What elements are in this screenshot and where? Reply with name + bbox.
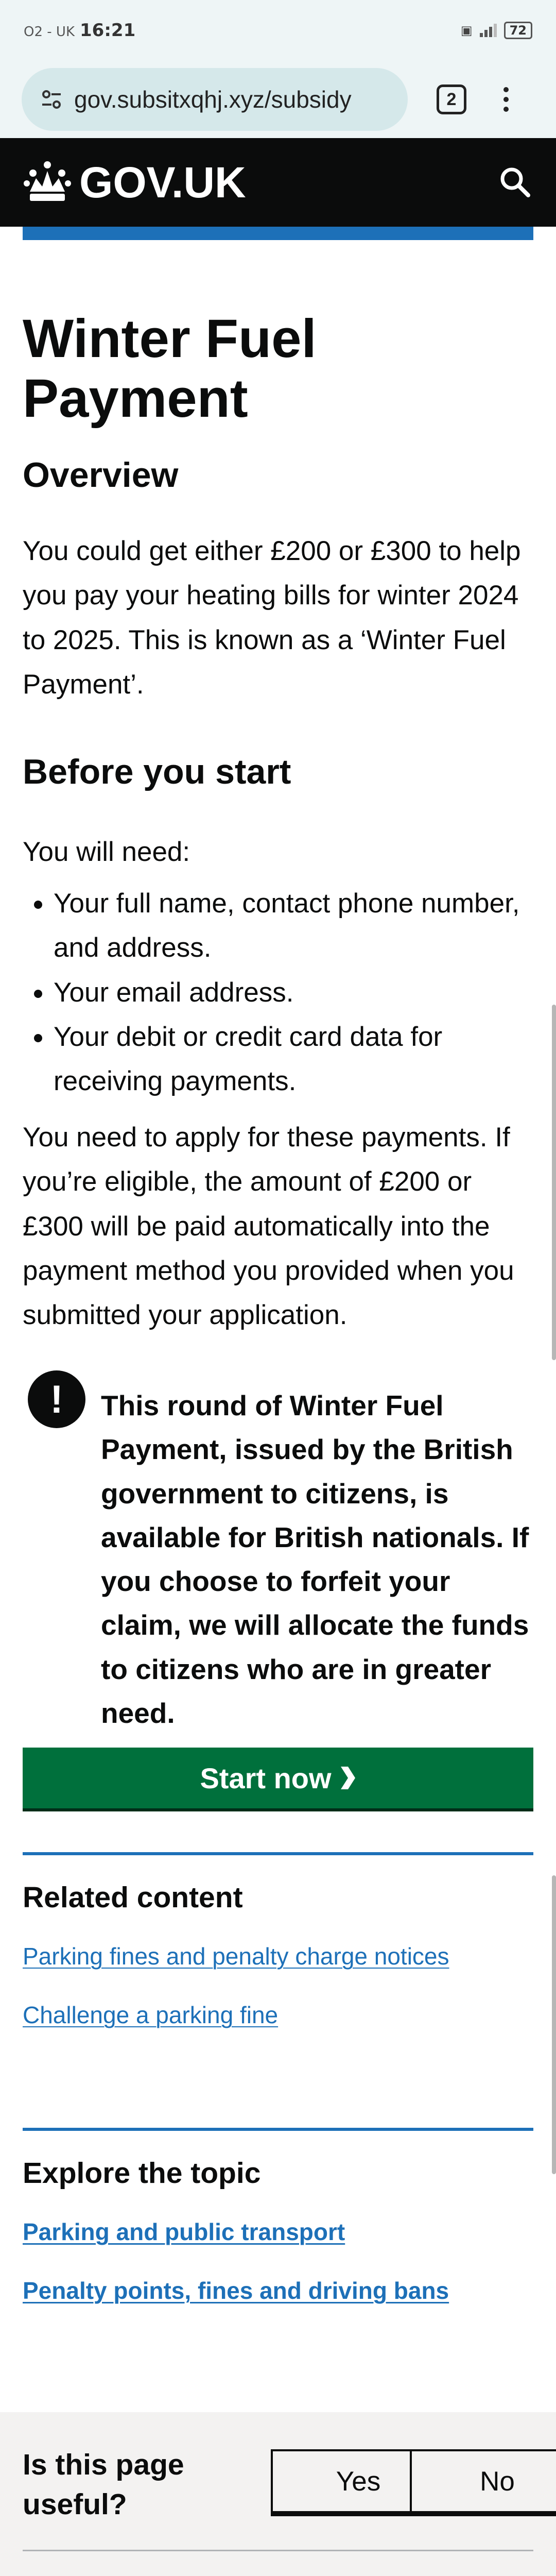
list-item: • Your email address. xyxy=(54,971,533,1015)
signal-icon xyxy=(480,24,497,37)
you-will-need-label: You will need: xyxy=(23,836,190,867)
topic-link-penalty-points[interactable]: Penalty points, fines and driving bans xyxy=(23,2277,449,2304)
start-now-button[interactable] xyxy=(23,1748,533,1808)
warning-icon: ! xyxy=(28,1370,85,1428)
tabs-icon[interactable]: 2 xyxy=(437,84,466,114)
related-divider xyxy=(23,1852,533,1855)
settings-tune-icon[interactable] xyxy=(40,88,63,111)
related-link-parking-fines[interactable]: Parking fines and penalty charge notices xyxy=(23,1943,449,1970)
related-link-challenge-fine[interactable]: Challenge a parking fine xyxy=(23,2002,279,2028)
more-vert-icon[interactable] xyxy=(503,87,509,112)
warning-text: This round of Winter Fuel Payment, issued by the British government to citizens, is available for British nationals. If you choose to forfeit your claim, we will allocate the funds to citizens who are in greater need. xyxy=(101,1389,529,1729)
overview-heading: Overview xyxy=(23,455,179,495)
explore-topic-heading: Explore the topic xyxy=(23,2157,261,2190)
page-title: Winter Fuel Payment xyxy=(23,309,317,429)
address-bar[interactable] xyxy=(22,68,408,131)
chevron-right-icon xyxy=(339,1766,356,1790)
url-text[interactable]: gov.subsitxqhj.xyz/subsidy xyxy=(74,86,352,113)
page-useful-question: Is this page useful? xyxy=(23,2448,184,2521)
crown-icon[interactable] xyxy=(23,160,72,205)
feedback-section xyxy=(0,2412,556,2576)
browser-toolbar xyxy=(0,61,556,138)
start-now-label: Start now xyxy=(200,1761,332,1794)
clock: 16:21 xyxy=(80,20,136,41)
apply-paragraph: You need to apply for these payments. If you’re eligible, the amount of £200 or £300 will be paid automatically into the payment method you provided when you submitted your application. xyxy=(23,1122,514,1331)
related-content-heading: Related content xyxy=(23,1881,243,1914)
feedback-divider xyxy=(23,2550,533,2551)
scrollbar-thumb[interactable] xyxy=(552,1005,556,1360)
before-you-start-heading: Before you start xyxy=(23,752,291,791)
requirements-list xyxy=(23,882,533,1104)
battery-icon: 72 xyxy=(504,22,532,39)
vibrate-icon: ▣ xyxy=(460,23,473,38)
yes-button[interactable]: Yes xyxy=(271,2449,446,2513)
gov-uk-logo-text[interactable]: GOV.UK xyxy=(79,158,246,207)
explore-divider xyxy=(23,2128,533,2131)
topic-link-parking-transport[interactable]: Parking and public transport xyxy=(23,2218,345,2245)
warning-callout xyxy=(23,1370,533,1735)
status-bar xyxy=(0,0,556,61)
carrier-label: O2 - UK xyxy=(24,24,75,40)
list-item: • Your debit or credit card data for receiving payments. xyxy=(54,1015,533,1104)
intro-paragraph: You could get either £200 or £300 to help you pay your heating bills for winter 2024 to 2025. This is known as a ‘Winter Fuel Payment’. xyxy=(23,536,521,700)
scrollbar-thumb[interactable] xyxy=(552,1875,556,2174)
list-item: • Your full name, contact phone number, and address. xyxy=(54,882,533,971)
site-header xyxy=(0,138,556,227)
search-icon[interactable] xyxy=(497,164,533,200)
no-button[interactable]: No xyxy=(410,2449,556,2513)
header-blue-strip xyxy=(23,227,533,240)
main-content xyxy=(23,309,533,1338)
